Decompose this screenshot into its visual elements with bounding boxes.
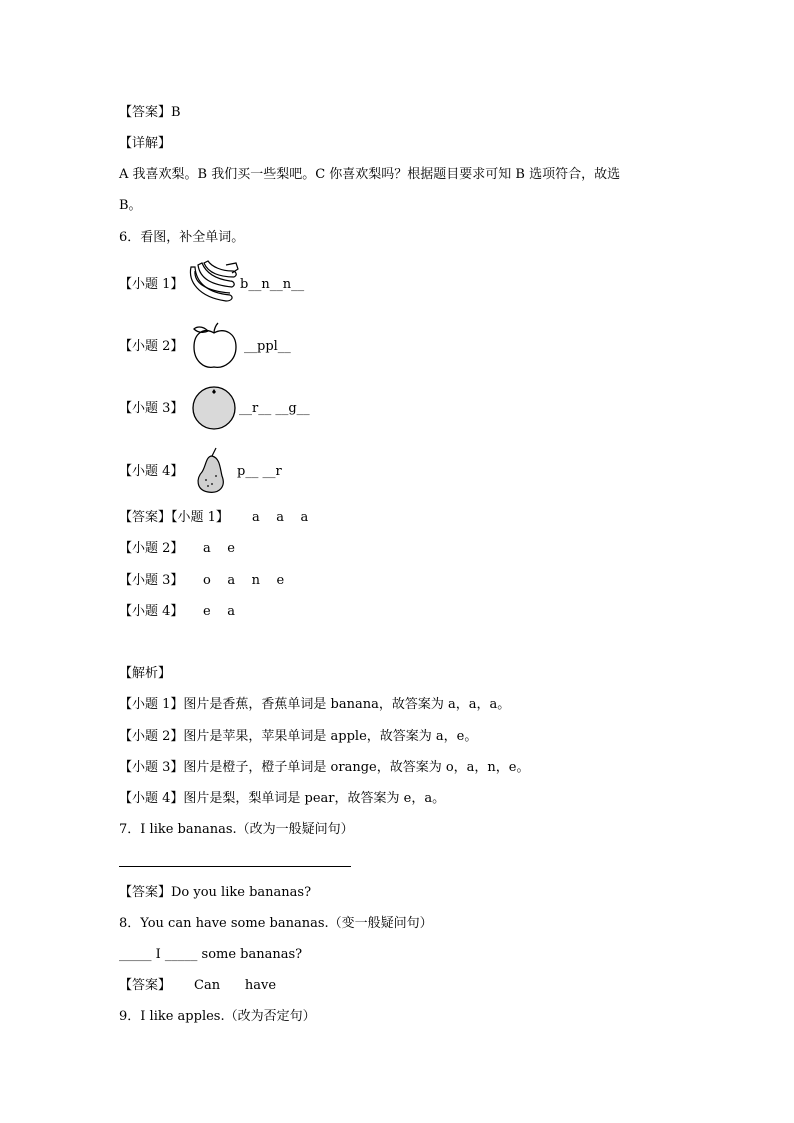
q7-answer: 【答案】Do you like bananas? <box>119 885 312 900</box>
q6-answer-4-label: 【小题 4】 <box>119 604 184 619</box>
orange-icon <box>190 384 238 432</box>
q6-answer-3-label: 【小题 3】 <box>119 573 184 588</box>
q5-detail-label: 【详解】 <box>119 136 172 151</box>
q6-analysis-2: 【小题 2】图片是苹果，苹果单词是 apple，故答案为 a，e。 <box>119 729 478 744</box>
q6-answer-4-letters: e a <box>203 604 235 619</box>
q7-answer-line <box>119 866 351 867</box>
q6-item-3-blank: __r__ __g__ <box>239 401 310 416</box>
q6-item-2-label: 【小题 2】 <box>119 339 184 354</box>
q6-answer-1-label: 【答案】【小题 1】 <box>119 510 229 525</box>
q9-title: 9．I like apples.（改为否定句） <box>119 1009 316 1024</box>
q6-answer-1-letters: a a a <box>252 510 309 525</box>
q6-analysis-3: 【小题 3】图片是橙子，橙子单词是 orange，故答案为 o，a，n，e。 <box>119 760 530 775</box>
q8-title: 8．You can have some bananas.（变一般疑问句） <box>119 916 433 931</box>
q6-item-4-label: 【小题 4】 <box>119 464 184 479</box>
q5-detail-text: A 我喜欢梨。B 我们买一些梨吧。C 你喜欢梨吗？根据题目要求可知 B 选项符合，故选 <box>119 167 621 182</box>
q6-analysis-label: 【解析】 <box>119 666 172 681</box>
apple-icon <box>190 321 240 371</box>
q6-answer-3-letters: o a n e <box>203 573 285 588</box>
q8-answer-label: 【答案】 <box>119 978 172 993</box>
q6-item-1-blank: b__n__n__ <box>240 277 305 292</box>
q6-item-4-blank: p__ __r <box>237 464 282 479</box>
q6-answer-2-letters: a e <box>203 541 235 556</box>
q6-item-1-label: 【小题 1】 <box>119 277 184 292</box>
q6-analysis-1: 【小题 1】图片是香蕉，香蕉单词是 banana，故答案为 a，a，a。 <box>119 697 511 712</box>
banana-icon <box>186 259 240 307</box>
q7-title: 7．I like bananas.（改为一般疑问句） <box>119 822 354 837</box>
q6-analysis-4: 【小题 4】图片是梨，梨单词是 pear，故答案为 e，a。 <box>119 791 446 806</box>
q8-answer-words: Can have <box>194 978 277 993</box>
q6-title: 6．看图，补全单词。 <box>119 230 245 245</box>
q5-detail-text-cont: B。 <box>119 198 142 213</box>
q6-item-3-label: 【小题 3】 <box>119 401 184 416</box>
q5-answer: 【答案】B <box>119 105 181 120</box>
q6-item-2-blank: __ppl__ <box>244 339 291 354</box>
q6-answer-2-label: 【小题 2】 <box>119 541 184 556</box>
q8-blank: _____ I _____ some bananas? <box>119 947 303 962</box>
pear-icon <box>192 446 228 496</box>
